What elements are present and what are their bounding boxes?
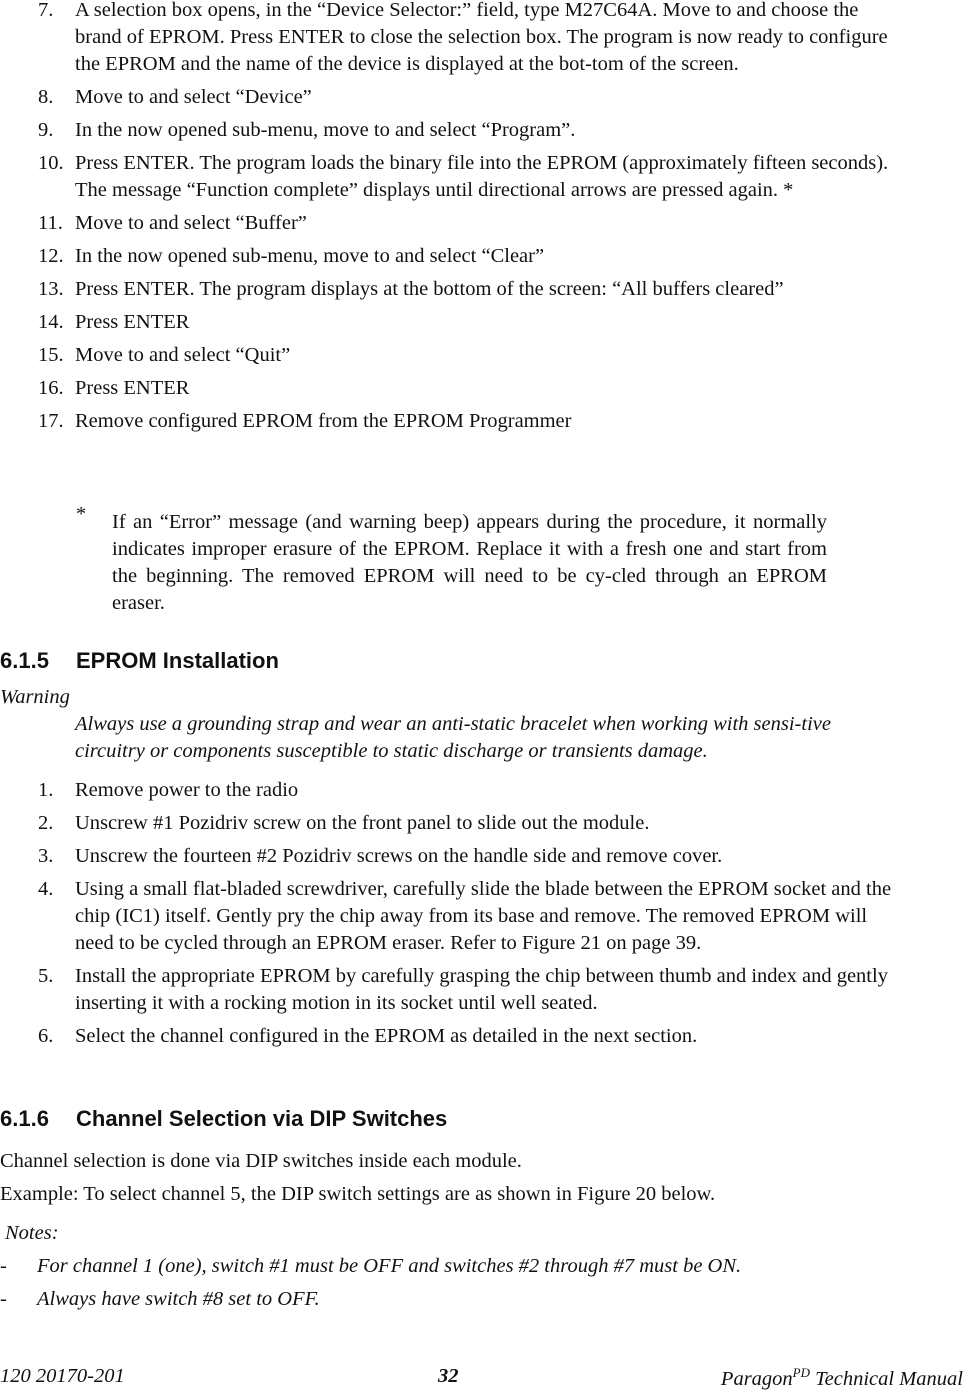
list-item: 11. Move to and select “Buffer” (38, 212, 307, 234)
installation-steps-list (0, 777, 910, 1056)
list-item: 6. Select the channel configured in the EPROM as detailed in the next section. (38, 1025, 698, 1047)
body-paragraph: Example: To select channel 5, the DIP switch settings are as shown in Figure 20 below. (0, 1183, 716, 1205)
document-page: 7. A selection box opens, in the “Device Selector:” field, type M27C64A. Move to and choose the brand of EPROM. Press ENTER to close the selection box. The program is now ready to configure the EPROM and the name of the device is displayed at the bot-tom of the screen. 8. Move to and select “Device” 9. In the now opened sub-menu, move to and select “Program”. 10. Press ENTER. The program loads the binary file into the EPROM (approximately fifteen seconds). The message “Function complete” displays until directional arrows are pressed again. * 11. Move to and select “Buffer” 12. In the now opened sub-menu, move to and select “Clear” 13. Press ENTER. The program displays at the bottom of the screen: “All buffers cleared” 14. Press ENTER 15. Move to and select “Quit” 16. Press ENTER 17. Remove configured EPROM from the EPROM Programmer * If an “Error” message (and warning beep) appears during the procedure, it normally indicates improper erasure of the EPROM. Replace it with a fresh one and start from the beginning. The removed EPROM will need to be cy-cled through an EPROM eraser. 6.1.5 EPROM Installation Warning Always use a grounding strap and wear an anti-static bracelet when working with sensi-tive circuitry or components susceptible to static discharge or transients damage. 1. Remove power to the radio 2. Unscrew #1 Pozidriv screw on the front panel to slide out the module. 3. Unscrew the fourteen #2 Pozidriv screws on the handle side and remove cover. 4. Using a small flat-bladed screwdriver, carefully slide the blade between the EPROM socket and the chip (IC1) itself. Gently pry the chip away from its base and remove. The removed EPROM will need to be cycled through an EPROM eraser. Refer to Figure 21 on page 39. 5. Install the appropriate EPROM by carefully grasping the chip between thumb and index and gently inserting it with a rocking motion in its socket until well seated. 6. Select the channel configured in the EPROM as detailed in the next section. 6.1.6 Channel Selection via DIP Switches Channel selection is done via DIP switches inside each module. Example: To select channel 5, the DIP switch settings are as shown in Figure 20 below. Notes: - For channel 1 (one), switch #1 must be OFF and switches #2 through #7 must be ON. - Always have switch #8 set to OFF. 120 20170-201 32 Paragon$^{PD}$ Technical Manual (0, 0, 963, 1392)
page-number: 32 (438, 1365, 459, 1387)
list-item: 1. Remove power to the radio (38, 779, 299, 801)
list-item: 14. Press ENTER (38, 311, 190, 333)
list-item: 17. Remove configured EPROM from the EPROM Programmer (38, 410, 572, 432)
list-item: 2. Unscrew #1 Pozidriv screw on the front panel to slide out the module. (38, 812, 650, 834)
list-item: 7. A selection box opens, in the “Device Selector:” field, type M27C64A. Move to and choose the brand of EPROM. Press ENTER to close the selection box. The program is now ready to configure the EPROM and the name of the device is displayed at the bot-tom of the screen. (38, 0, 888, 75)
list-item: 15. Move to and select “Quit” (38, 344, 291, 366)
list-item: 12. In the now opened sub-menu, move to and select “Clear” (38, 245, 545, 267)
list-item: 5. Install the appropriate EPROM by carefully grasping the chip between thumb and index and gently inserting it with a rocking motion in its socket until well seated. (38, 965, 888, 1014)
warning-text: Always use a grounding strap and wear an anti-static bracelet when working with sensi-tive circuitry or components susceptible to static discharge or transients damage. (75, 713, 831, 762)
section-heading-eprom-installation (0, 647, 279, 675)
list-item: 13. Press ENTER. The program displays at the bottom of the screen: “All buffers cleared” (38, 278, 784, 300)
list-item: 8. Move to and select “Device” (38, 86, 312, 108)
warning-title: Warning (0, 686, 70, 708)
section-title: EPROM Installation (76, 648, 279, 673)
section-heading-channel-selection (0, 1105, 447, 1133)
list-item: 4. Using a small flat-bladed screwdriver, carefully slide the blade between the EPROM socket and the chip (IC1) itself. Gently pry the chip away from its base and remove. The removed EPROM will need to be cycled through an EPROM eraser. Refer to Figure 21 on page 39. (38, 878, 892, 954)
footnote-text: If an “Error” message (and warning beep) appears during the procedure, it normally indicates improper erasure of the EPROM. Replace it with a fresh one and start from the beginning. The removed EPROM will need to be cy-cled through an EPROM eraser. (112, 511, 827, 614)
list-item: 9. In the now opened sub-menu, move to and select “Program”. (38, 119, 576, 141)
list-item: 3. Unscrew the fourteen #2 Pozidriv screws on the handle side and remove cover. (38, 845, 723, 867)
section-title: Channel Selection via DIP Switches (76, 1106, 448, 1131)
footnote-marker: * (76, 503, 87, 525)
list-item: 16. Press ENTER (38, 377, 190, 399)
error-footnote (76, 503, 827, 617)
section-number: 6.1.6 (0, 1106, 49, 1131)
body-paragraph: Channel selection is done via DIP switches inside each module. (0, 1150, 522, 1172)
notes-title: Notes: (5, 1222, 59, 1244)
list-item: 10. Press ENTER. The program loads the binary file into the EPROM (approximately fifteen seconds). The message “Function complete” displays until directional arrows are pressed again. * (38, 152, 889, 201)
section-number: 6.1.5 (0, 648, 49, 673)
procedure-list-continued (0, 0, 910, 441)
manual-title: Paragon$^{PD}$ Technical Manual (720, 1365, 963, 1390)
page-footer (0, 1365, 963, 1395)
document-number: 120 20170-201 (0, 1365, 125, 1387)
